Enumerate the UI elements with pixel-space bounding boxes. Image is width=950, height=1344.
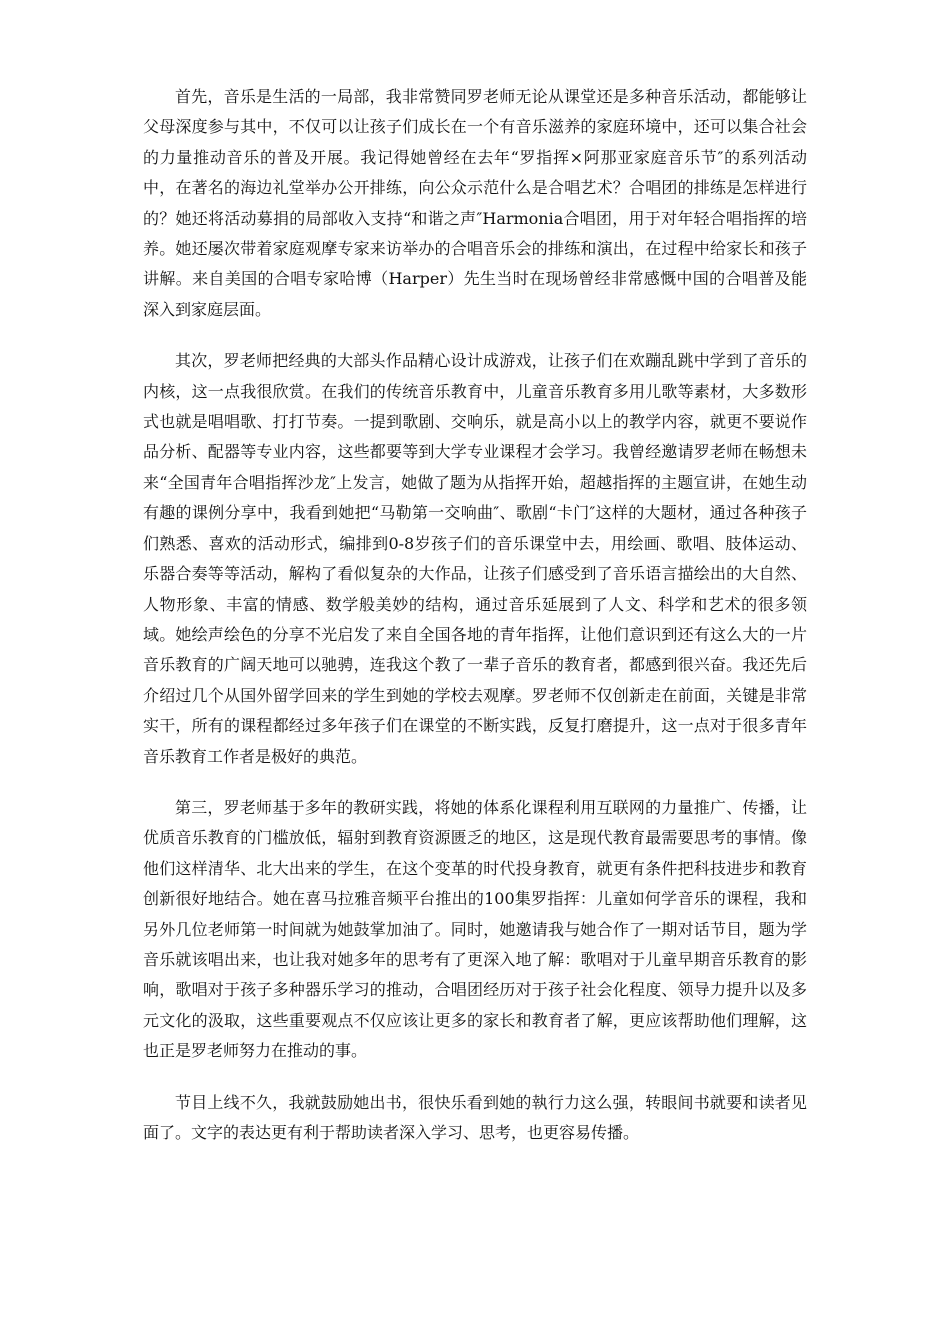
paragraph-3: 第三，罗老师基于多年的教研实践，将她的体系化课程利用互联网的力量推广、传播，让优质音乐教育的门槛放低，辐射到教育资源匮乏的地区，这是现代教育最需要思考的事情。像他们这样清华、北大出来的学生，在这个变革的时代投身教育，就更有条件把科技进步和教育创新很好地结合。她在喜马拉雅音频平台推出的100集罗指挥：儿童如何学音乐的课程，我和另外几位老师第一时间就为她鼓掌加油了。同时，她邀请我与她合作了一期对话节目，题为学音乐就该唱出来，也让我对她多年的思考有了更深入地了解：歌唱对于儿童早期音乐教育的影响，歌唱对于孩子多种器乐学习的推动，合唱团经历对于孩子社会化程度、领导力提升以及多元文化的汲取，这些重要观点不仅应该让更多的家长和教育者了解，更应该帮助他们理解，这也正是罗老师努力在推动的事。 [143, 797, 807, 1061]
paragraph-2: 其次，罗老师把经典的大部头作品精心设计成游戏，让孩子们在欢蹦乱跳中学到了音乐的内核，这一点我很欣赏。在我们的传统音乐教育中，儿童音乐教育多用儿歌等素材，大多数形式也就是唱唱歌、打打节奏。一提到歌剧、交响乐，就是高小以上的教学内容，就更不要说作品分析、配器等专业内容，这些都要等到大学专业课程才会学习。我曾经邀请罗老师在畅想未来“全国青年合唱指挥沙龙″上发言，她做了题为从指挥开始，超越指挥的主题宣讲，在她生动有趣的课例分享中，我看到她把“马勒第一交响曲″、歌剧“卡门″这样的大题材，通过各种孩子们熟悉、喜欢的活动形式，编排到0-8岁孩子们的音乐课堂中去，用绘画、歌唱、肢体运动、乐器合奏等等活动，解构了看似复杂的大作品，让孩子们感受到了音乐语言描绘出的大自然、人物形象、丰富的情感、数学般美妙的结构，通过音乐延展到了人文、科学和艺术的很多领域。她绘声绘色的分享不光启发了来自全国各地的青年指挥，让他们意识到还有这么大的一片音乐教育的广阔天地可以驰骋，连我这个教了一辈子音乐的教育者，都感到很兴奋。我还先后介绍过几个从国外留学回来的学生到她的学校去观摩。罗老师不仅创新走在前面，关键是非常实干，所有的课程都经过多年孩子们在课堂的不断实践，反复打磨提升，这一点对于很多青年音乐教育工作者是极好的典范。 [143, 351, 807, 766]
document-body [143, 82, 807, 1169]
paragraph-4: 节目上线不久，我就鼓励她出书，很快乐看到她的執行力这么强，转眼间书就要和读者见面了。文字的表达更有利于帮助读者深入学习、思考，也更容易传播。 [143, 1092, 807, 1142]
paragraph-1: 首先，音乐是生活的一局部，我非常赞同罗老师无论从课堂还是多种音乐活动，都能够让父母深度参与其中，不仅可以让孩子们成长在一个有音乐滋养的家庭环境中，还可以集合社会的力量推动音乐的普及开展。我记得她曾经在去年“罗指挥×阿那亚家庭音乐节″的系列活动中，在著名的海边礼堂举办公开排练，向公众示范什么是合唱艺术？合唱团的排练是怎样进行的？她还将活动募捐的局部收入支持“和谐之声″Harmonia合唱团，用于对年轻合唱指挥的培养。她还屡次带着家庭观摩专家来访举办的合唱音乐会的排练和演出，在过程中给家长和孩子讲解。来自美国的合唱专家哈博（Harper）先生当时在现场曾经非常感慨中国的合唱普及能深入到家庭层面。 [143, 87, 807, 319]
